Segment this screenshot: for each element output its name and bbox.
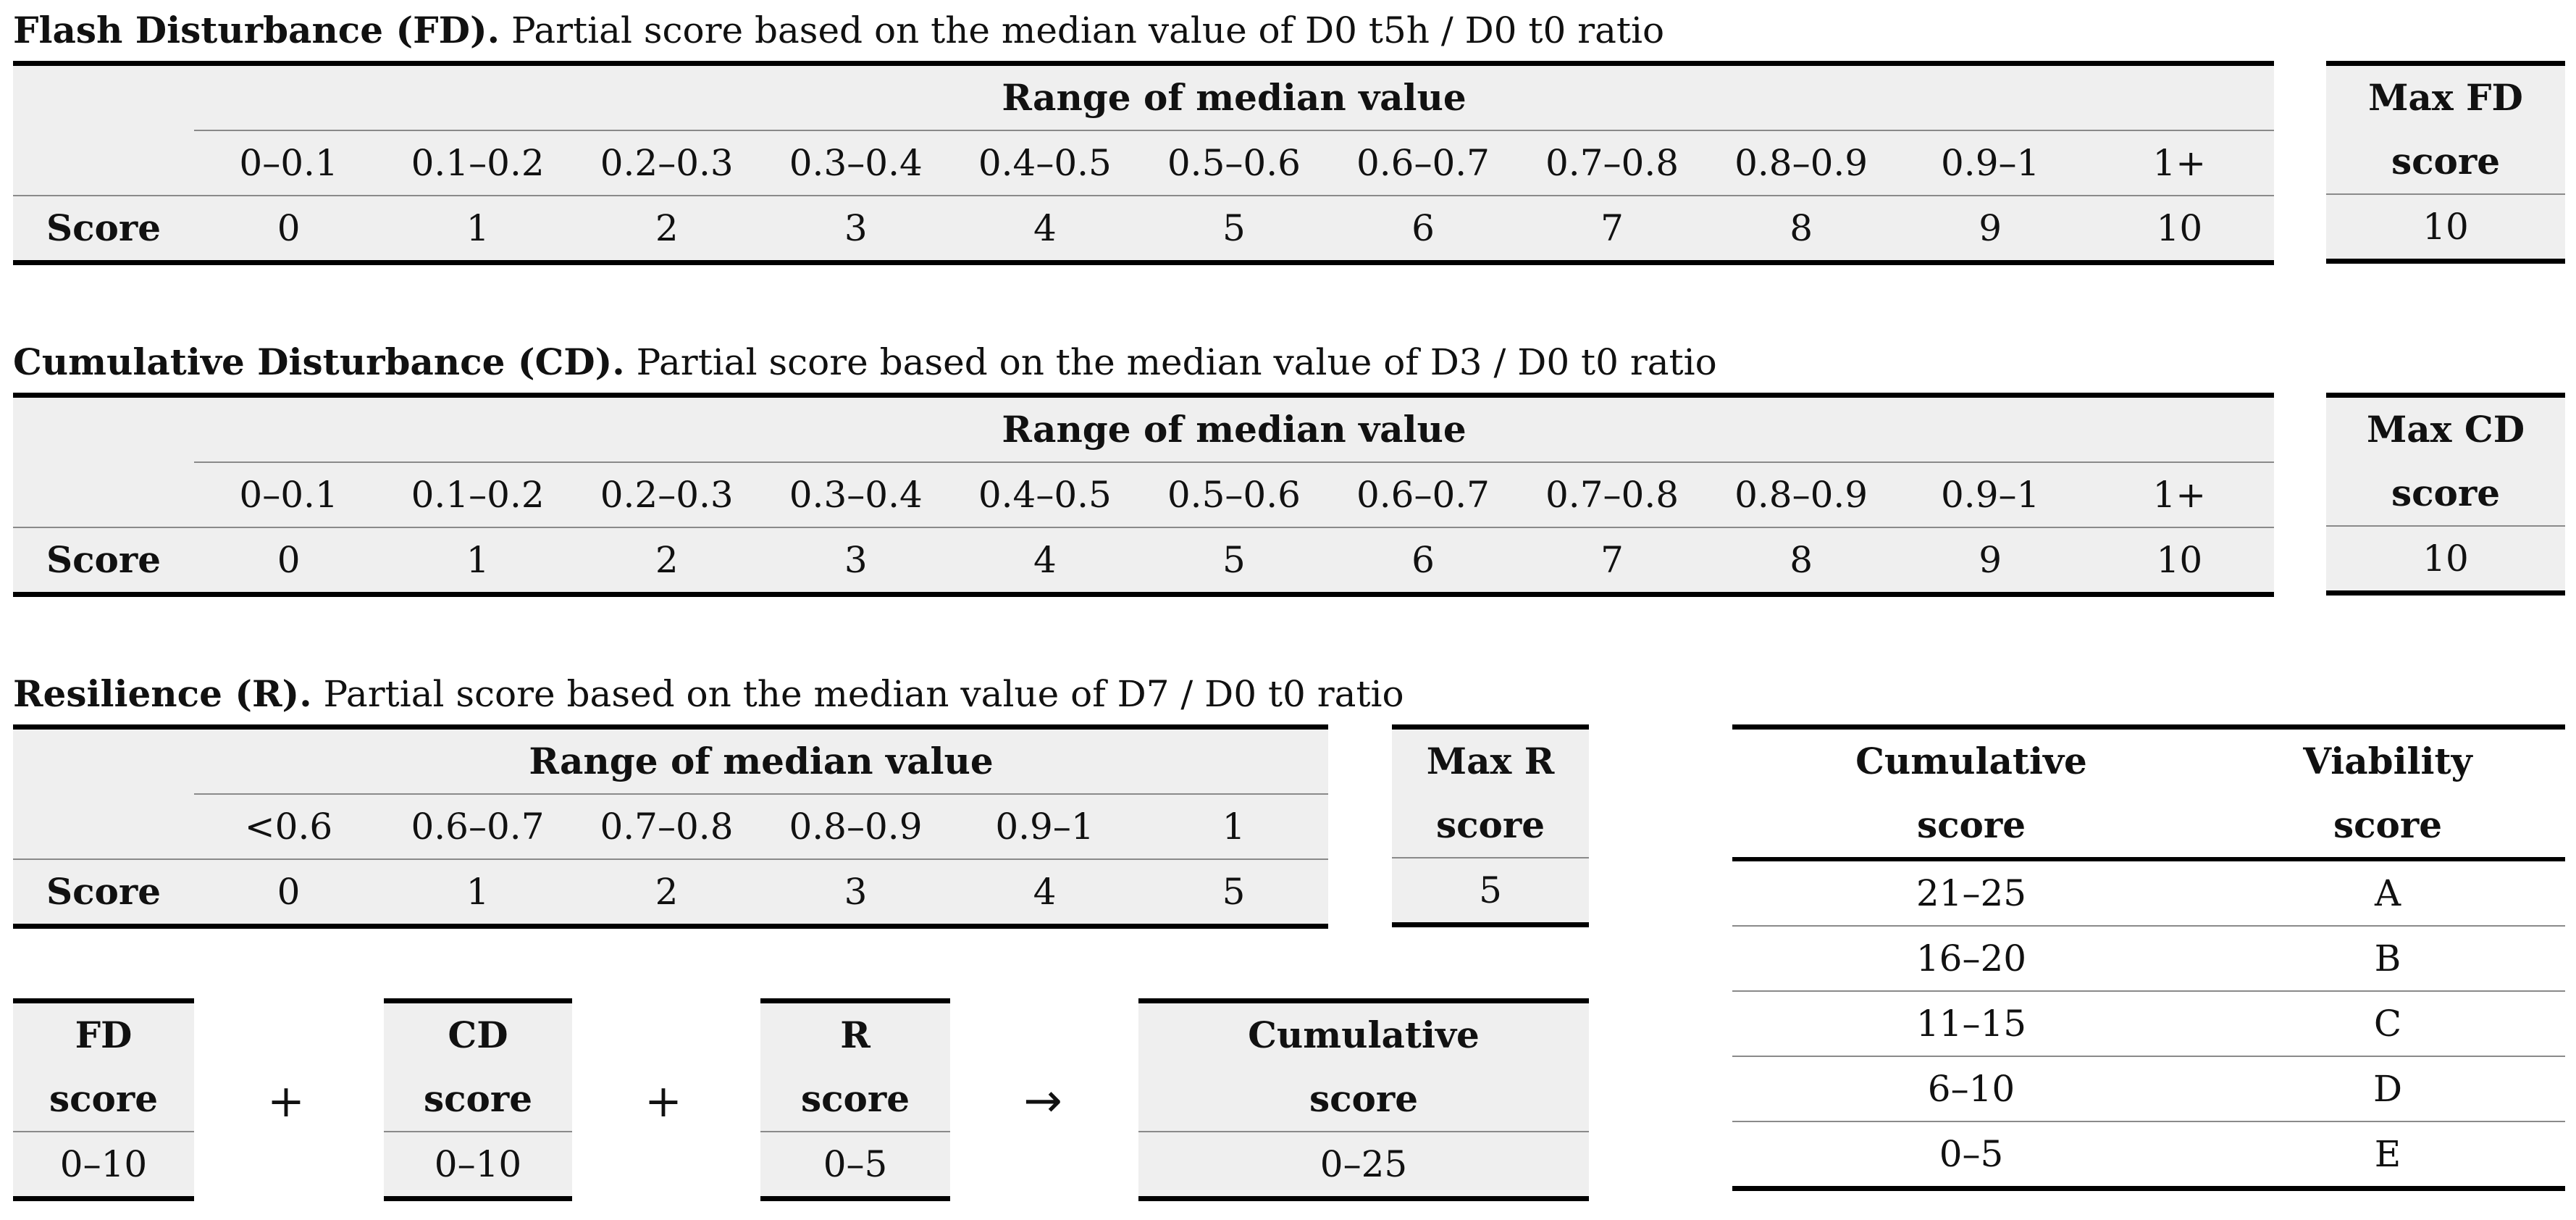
viability-grade-cell: D [2210,1056,2565,1121]
cd-caption-text: Partial score based on the median value of D3 / D0 t0 ratio [624,341,1717,383]
cd-range-cell: 0.8–0.9 [1734,474,1868,516]
cd-score-cell: 7 [1518,527,1707,595]
fd-range-header: Range of median value [194,64,2274,131]
fd-range-cell: 0.6–0.7 [1356,142,1490,184]
plus-sign: + [267,1074,305,1127]
fd-range-cell: 0.1–0.2 [411,142,545,184]
cd-max-value: 10 [2326,526,2565,593]
cd-range-table [13,393,2274,597]
formula-fd-value: 0–10 [13,1132,194,1199]
r-range-cell: 0.8–0.9 [789,806,923,848]
formula-cd-header-2: score [423,1077,533,1120]
cd-range-header: Range of median value [194,396,2274,463]
viability-col1-header-2: score [1732,793,2210,859]
viability-range-cell: 6–10 [1732,1056,2210,1121]
fd-score-cell: 5 [1139,196,1328,263]
cd-score-cell: 1 [383,527,572,595]
fd-score-cell: 8 [1707,196,1896,263]
fd-score-cell: 0 [194,196,383,263]
cd-score-label: Score [13,527,194,595]
viability-grade-cell: A [2374,872,2401,914]
r-caption-text: Partial score based on the median value of D7 / D0 t0 ratio [311,673,1404,715]
formula-fd-header: FD [13,1001,194,1068]
cd-range-cell: 0.6–0.7 [1356,474,1490,516]
r-max-header: Max R [1392,727,1589,794]
cd-max-header: Max CD [2326,396,2565,462]
r-caption [13,672,1404,716]
fd-range-cell: 0.5–0.6 [1167,142,1301,184]
r-score-cell: 1 [383,859,572,927]
formula-cd-value: 0–10 [384,1132,572,1199]
cd-max-table [2326,393,2565,596]
cd-range-cell: 0.2–0.3 [600,474,734,516]
cd-range-cell: 0.1–0.2 [411,474,545,516]
formula-r-header-2: score [800,1077,910,1120]
fd-range-cell: 0.3–0.4 [789,142,923,184]
r-score-cell: 2 [572,859,761,927]
r-range-cell: 0.6–0.7 [411,806,545,848]
formula-cd-box [384,998,572,1201]
fd-max-header-2: score [2391,140,2501,183]
cd-score-cell: 10 [2085,527,2274,595]
r-score-cell: 0 [194,859,383,927]
fd-max-header: Max FD [2326,64,2565,130]
r-range-cell: <0.6 [244,806,333,848]
formula-cumulative-value: 0–25 [1138,1132,1589,1199]
viability-col2-header: Viability [2210,727,2565,794]
fd-score-cell: 7 [1518,196,1707,263]
formula-r-value: 0–5 [760,1132,950,1199]
r-score-label: Score [13,859,194,927]
r-score-cell: 3 [761,859,950,927]
cd-score-cell: 9 [1896,527,2085,595]
fd-range-cell: 0.7–0.8 [1545,142,1679,184]
viability-table [1732,724,2565,1191]
fd-range-cell: 0.9–1 [1940,142,2040,184]
fd-max-table [2326,61,2565,264]
viability-range-cell: 0–5 [1732,1121,2210,1189]
r-score-cell: 5 [1139,859,1328,927]
viability-col2-header-2: score [2210,793,2565,859]
formula-fd-box [13,998,194,1201]
arrow-right-icon: → [1023,1074,1062,1128]
viability-range-cell: 16–20 [1732,926,2210,991]
cd-caption-title: Cumulative Disturbance (CD). [13,340,625,383]
cd-caption [13,340,1717,384]
cd-score-cell: 6 [1328,527,1517,595]
cd-range-cell: 0.3–0.4 [789,474,923,516]
viability-grade-cell: B [2210,926,2565,991]
cd-range-cell: 0.7–0.8 [1545,474,1679,516]
cd-score-cell: 2 [572,527,761,595]
fd-caption [13,9,1664,52]
cd-score-cell: 8 [1707,527,1896,595]
cd-score-cell: 5 [1139,527,1328,595]
viability-range-cell: 21–25 [1916,872,2027,914]
cd-range-cell: 0.4–0.5 [978,474,1112,516]
formula-r-box [760,998,950,1201]
cd-max-header-2: score [2391,472,2501,514]
formula-cumulative-header-2: score [1309,1077,1419,1120]
r-caption-title: Resilience (R). [13,672,312,715]
fd-score-label: Score [13,196,194,263]
fd-caption-title: Flash Disturbance (FD). [13,9,500,51]
r-range-table [13,724,1328,929]
viability-grade-cell: E [2210,1121,2565,1189]
cd-range-cell: 0.9–1 [1940,474,2040,516]
fd-score-cell: 3 [761,196,950,263]
cd-score-cell: 0 [194,527,383,595]
r-range-header: Range of median value [194,727,1328,795]
r-max-table [1392,724,1589,927]
formula-cd-header: CD [384,1001,572,1068]
fd-score-cell: 6 [1328,196,1517,263]
cd-range-cell: 1+ [2152,474,2207,516]
r-max-header-2: score [1435,803,1545,846]
r-max-value: 5 [1392,858,1589,925]
fd-range-cell: 1+ [2152,142,2207,184]
r-range-cell: 1 [1222,806,1246,848]
r-range-cell: 0.9–1 [995,806,1094,848]
fd-score-cell: 9 [1896,196,2085,263]
r-range-cell: 0.7–0.8 [600,806,734,848]
fd-caption-text: Partial score based on the median value of D0 t5h / D0 t0 ratio [500,9,1665,51]
cd-score-cell: 4 [950,527,1139,595]
fd-score-cell: 2 [572,196,761,263]
fd-range-cell: 0–0.1 [239,142,338,184]
fd-score-cell: 1 [383,196,572,263]
formula-fd-header-2: score [49,1077,159,1120]
plus-sign: + [645,1074,682,1127]
formula-cumulative-box [1138,998,1589,1201]
formula-r-header: R [760,1001,950,1068]
fd-range-cell: 0.2–0.3 [600,142,734,184]
cd-range-cell: 0.5–0.6 [1167,474,1301,516]
fd-range-cell: 0.4–0.5 [978,142,1112,184]
cd-range-cell: 0–0.1 [239,474,338,516]
fd-score-cell: 10 [2085,196,2274,263]
viability-col1-header: Cumulative [1732,727,2210,794]
fd-range-table [13,61,2274,265]
r-score-cell: 4 [950,859,1139,927]
cd-score-cell: 3 [761,527,950,595]
viability-grade-cell: C [2210,991,2565,1056]
fd-range-cell: 0.8–0.9 [1734,142,1868,184]
fd-max-value: 10 [2326,194,2565,262]
formula-cumulative-header: Cumulative [1138,1001,1589,1068]
fd-score-cell: 4 [950,196,1139,263]
viability-range-cell: 11–15 [1732,991,2210,1056]
